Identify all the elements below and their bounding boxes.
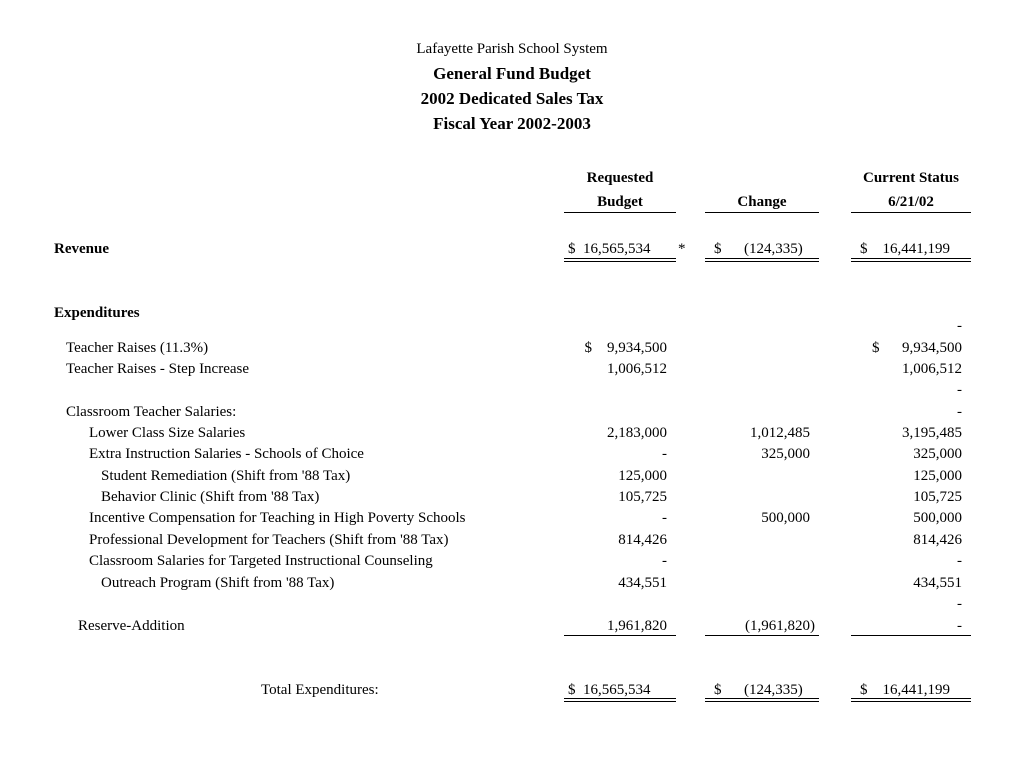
expense-label: Teacher Raises - Step Increase: [66, 361, 250, 377]
col-requested-line2: Budget: [597, 194, 643, 210]
expense-current: -: [957, 618, 962, 634]
col-requested-underline: [564, 212, 676, 213]
expense-current: 814,426: [913, 532, 962, 548]
total-requested-underline: [564, 698, 676, 699]
revenue-current-underline2: [851, 261, 971, 262]
expense-requested: 1,006,512: [607, 361, 667, 377]
revenue-current-underline: [851, 258, 971, 259]
expense-current: 325,000: [913, 446, 962, 462]
total-change-underline: [705, 698, 819, 699]
expense-current: 125,000: [913, 468, 962, 484]
total-change-underline2: [705, 701, 819, 702]
expense-change: (1,961,820): [745, 618, 815, 634]
expense-requested: -: [662, 446, 667, 462]
expense-label: Classroom Salaries for Targeted Instructional Counseling: [89, 553, 433, 569]
expense-requested: 125,000: [618, 468, 667, 484]
total-current-underline2: [851, 701, 971, 702]
revenue-requested-underline2: [564, 261, 676, 262]
expense-current: 500,000: [913, 510, 962, 526]
expense-requested: -: [662, 553, 667, 569]
expense-requested: 1,961,820: [607, 618, 667, 634]
revenue-label: Revenue: [54, 241, 109, 257]
revenue-change-underline2: [705, 261, 819, 262]
expense-current: -: [957, 404, 962, 420]
expense-requested: $ 9,934,500: [584, 340, 667, 356]
reserve-change-underline: [705, 635, 819, 636]
expense-group-label: Classroom Teacher Salaries:: [66, 404, 237, 420]
revenue-change: $ (124,335): [714, 241, 803, 257]
expense-current: $ 9,934,500: [872, 340, 962, 356]
expense-current: 1,006,512: [902, 361, 962, 377]
current-spacer-dash: -: [957, 382, 962, 398]
expense-change: 325,000: [761, 446, 810, 462]
revenue-asterisk: *: [678, 241, 686, 257]
org-name: Lafayette Parish School System: [416, 41, 608, 57]
col-change-underline: [705, 212, 819, 213]
expense-label: Behavior Clinic (Shift from '88 Tax): [101, 489, 320, 505]
expense-label: Outreach Program (Shift from '88 Tax): [101, 575, 335, 591]
expense-current: -: [957, 553, 962, 569]
current-spacer-dash: -: [957, 596, 962, 612]
total-current-underline: [851, 698, 971, 699]
total-current: $ 16,441,199: [860, 682, 950, 698]
total-requested-underline2: [564, 701, 676, 702]
expense-label: Extra Instruction Salaries - Schools of Choice: [89, 446, 364, 462]
expense-label: Professional Development for Teachers (Shift from '88 Tax): [89, 532, 449, 548]
expense-label: Student Remediation (Shift from '88 Tax): [101, 468, 351, 484]
reserve-current-underline: [851, 635, 971, 636]
total-label: Total Expenditures:: [261, 682, 379, 698]
expense-label: Incentive Compensation for Teaching in High Poverty Schools: [89, 510, 466, 526]
expense-current: 105,725: [913, 489, 962, 505]
total-requested: $ 16,565,534: [568, 682, 651, 698]
expense-change: 1,012,485: [750, 425, 810, 441]
expense-change: 500,000: [761, 510, 810, 526]
revenue-current: $ 16,441,199: [860, 241, 950, 257]
current-spacer-dash: -: [957, 318, 962, 334]
reserve-requested-underline: [564, 635, 676, 636]
expense-current: 434,551: [913, 575, 962, 591]
expense-requested: -: [662, 510, 667, 526]
report-subtitle: 2002 Dedicated Sales Tax: [420, 89, 604, 108]
total-change: $ (124,335): [714, 682, 803, 698]
expenditures-heading: Expenditures: [54, 305, 140, 321]
col-current-line1: Current Status: [863, 170, 959, 186]
col-current-underline: [851, 212, 971, 213]
expense-requested: 2,183,000: [607, 425, 667, 441]
revenue-requested: $ 16,565,534: [568, 241, 651, 257]
revenue-change-underline: [705, 258, 819, 259]
expense-label: Teacher Raises (11.3%): [66, 340, 209, 356]
expense-label: Reserve-Addition: [78, 618, 185, 634]
report-title: General Fund Budget: [433, 64, 591, 83]
expense-label: Lower Class Size Salaries: [89, 425, 246, 441]
expense-requested: 434,551: [618, 575, 667, 591]
col-change: Change: [737, 194, 787, 210]
expense-current: 3,195,485: [902, 425, 962, 441]
revenue-requested-underline: [564, 258, 676, 259]
expense-requested: 105,725: [618, 489, 667, 505]
col-current-line2: 6/21/02: [888, 194, 934, 210]
expense-requested: 814,426: [618, 532, 667, 548]
col-requested-line1: Requested: [586, 170, 654, 186]
fiscal-year: Fiscal Year 2002-2003: [433, 114, 591, 133]
